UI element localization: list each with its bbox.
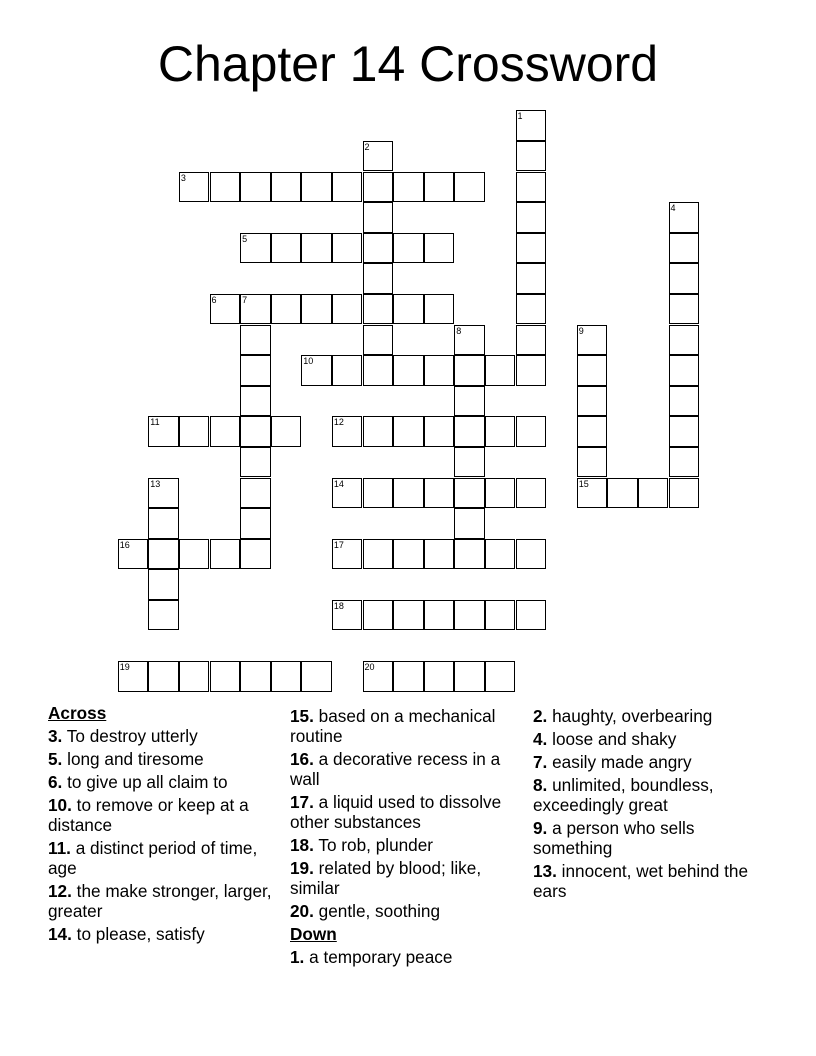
grid-cell[interactable] bbox=[516, 172, 547, 203]
grid-cell[interactable] bbox=[577, 416, 608, 447]
across-header: Across bbox=[48, 703, 107, 723]
clue-item bbox=[533, 752, 769, 772]
clue-number: 9. bbox=[533, 818, 548, 838]
grid-cell[interactable] bbox=[179, 539, 210, 570]
grid-cell[interactable] bbox=[332, 233, 363, 264]
clue-list bbox=[48, 726, 284, 944]
clue-item bbox=[48, 795, 284, 835]
grid-cell[interactable] bbox=[240, 355, 271, 386]
grid-cell[interactable] bbox=[454, 508, 485, 539]
cell-number: 17 bbox=[333, 539, 344, 550]
grid-cell[interactable] bbox=[363, 600, 394, 631]
cell-number: 3 bbox=[180, 172, 186, 183]
clue-column-2 bbox=[290, 703, 526, 967]
grid-cell[interactable] bbox=[393, 172, 424, 203]
grid-cell[interactable] bbox=[210, 661, 241, 692]
clue-text: a temporary peace bbox=[304, 947, 453, 967]
grid-cell[interactable] bbox=[516, 202, 547, 233]
grid-cell[interactable] bbox=[271, 294, 302, 325]
grid-cell[interactable] bbox=[148, 416, 179, 447]
grid-cell[interactable] bbox=[301, 355, 332, 386]
grid-cell[interactable] bbox=[271, 416, 302, 447]
grid-cell[interactable] bbox=[393, 355, 424, 386]
cell-number: 2 bbox=[364, 141, 370, 152]
grid-cell[interactable] bbox=[363, 661, 394, 692]
cell-number: 13 bbox=[150, 478, 161, 489]
clue-number: 19. bbox=[290, 858, 314, 878]
grid-cell[interactable] bbox=[393, 416, 424, 447]
grid-cell[interactable] bbox=[332, 416, 363, 447]
grid-cell[interactable] bbox=[424, 539, 455, 570]
grid-cell[interactable] bbox=[424, 600, 455, 631]
grid-cell[interactable] bbox=[485, 355, 516, 386]
grid-cell[interactable] bbox=[240, 478, 271, 509]
clue-text: a distinct period of time, age bbox=[48, 838, 258, 878]
clue-number: 13. bbox=[533, 861, 557, 881]
grid-cell[interactable] bbox=[240, 416, 271, 447]
clue-text: long and tiresome bbox=[62, 749, 204, 769]
grid-cell[interactable] bbox=[516, 294, 547, 325]
grid-cell[interactable] bbox=[332, 600, 363, 631]
grid-cell[interactable] bbox=[240, 386, 271, 417]
grid-cell[interactable] bbox=[240, 539, 271, 570]
grid-cell[interactable] bbox=[210, 416, 241, 447]
grid-cell[interactable] bbox=[332, 172, 363, 203]
grid-cell[interactable] bbox=[332, 355, 363, 386]
grid-cell[interactable] bbox=[393, 478, 424, 509]
clue-item bbox=[290, 749, 526, 789]
clue-number: 1. bbox=[290, 947, 305, 967]
clue-number: 18. bbox=[290, 835, 314, 855]
grid-cell[interactable] bbox=[271, 661, 302, 692]
grid-cell[interactable] bbox=[516, 355, 547, 386]
clue-item bbox=[48, 726, 284, 746]
grid-cell[interactable] bbox=[148, 600, 179, 631]
grid-cell[interactable] bbox=[363, 478, 394, 509]
grid-cell[interactable] bbox=[485, 661, 516, 692]
clue-text: haughty, overbearing bbox=[547, 706, 713, 726]
grid-cell[interactable] bbox=[363, 325, 394, 356]
grid-cell[interactable] bbox=[301, 172, 332, 203]
clue-number: 4. bbox=[533, 729, 548, 749]
cell-number: 1 bbox=[517, 111, 523, 122]
clue-item bbox=[290, 706, 526, 746]
clue-item bbox=[48, 924, 284, 944]
cell-number: 16 bbox=[119, 539, 130, 550]
grid-cell[interactable] bbox=[424, 355, 455, 386]
grid-cell[interactable] bbox=[240, 294, 271, 325]
grid-cell[interactable] bbox=[516, 416, 547, 447]
grid-cell[interactable] bbox=[669, 294, 700, 325]
grid-cell[interactable] bbox=[516, 110, 547, 141]
clue-text: easily made angry bbox=[547, 752, 692, 772]
grid-cell[interactable] bbox=[577, 355, 608, 386]
clue-item bbox=[290, 835, 526, 855]
clue-number: 16. bbox=[290, 749, 314, 769]
grid-cell[interactable] bbox=[240, 325, 271, 356]
grid-cell[interactable] bbox=[240, 172, 271, 203]
grid-cell[interactable] bbox=[485, 600, 516, 631]
grid-cell[interactable] bbox=[393, 233, 424, 264]
grid-cell[interactable] bbox=[393, 600, 424, 631]
clue-item bbox=[48, 881, 284, 921]
clue-text: a person who sells something bbox=[533, 818, 695, 858]
clue-number: 6. bbox=[48, 772, 63, 792]
grid-cell[interactable] bbox=[424, 294, 455, 325]
grid-cell[interactable] bbox=[669, 386, 700, 417]
grid-cell[interactable] bbox=[148, 661, 179, 692]
grid-cell[interactable] bbox=[669, 202, 700, 233]
grid-cell[interactable] bbox=[179, 416, 210, 447]
grid-cell[interactable] bbox=[454, 172, 485, 203]
cell-number: 19 bbox=[119, 662, 130, 673]
clue-item bbox=[290, 901, 526, 921]
clue-column-3 bbox=[533, 703, 769, 901]
grid-cell[interactable] bbox=[240, 233, 271, 264]
grid-cell[interactable] bbox=[393, 661, 424, 692]
clue-item bbox=[290, 947, 526, 967]
clue-item bbox=[533, 775, 769, 815]
clue-item bbox=[533, 729, 769, 749]
grid-cell[interactable] bbox=[301, 294, 332, 325]
clue-number: 2. bbox=[533, 706, 548, 726]
grid-cell[interactable] bbox=[179, 661, 210, 692]
cell-number: 12 bbox=[333, 417, 344, 428]
clue-text: innocent, wet behind the ears bbox=[533, 861, 749, 901]
grid-cell[interactable] bbox=[454, 325, 485, 356]
clue-number: 8. bbox=[533, 775, 548, 795]
grid-cell[interactable] bbox=[393, 294, 424, 325]
grid-cell[interactable] bbox=[363, 416, 394, 447]
clue-number: 11. bbox=[48, 838, 71, 858]
cell-number: 8 bbox=[456, 325, 462, 336]
grid-cell[interactable] bbox=[363, 172, 394, 203]
clue-item bbox=[48, 749, 284, 769]
grid-cell[interactable] bbox=[393, 539, 424, 570]
down-header: Down bbox=[290, 924, 337, 944]
grid-cell[interactable] bbox=[669, 263, 700, 294]
grid-cell[interactable] bbox=[332, 294, 363, 325]
grid-cell[interactable] bbox=[118, 539, 149, 570]
grid-cell[interactable] bbox=[424, 172, 455, 203]
cell-number: 11 bbox=[150, 417, 160, 428]
grid-cell[interactable] bbox=[669, 355, 700, 386]
clue-list bbox=[533, 706, 769, 901]
grid-cell[interactable] bbox=[669, 447, 700, 478]
grid-cell[interactable] bbox=[424, 478, 455, 509]
cell-number: 7 bbox=[242, 294, 248, 305]
grid-cell[interactable] bbox=[577, 447, 608, 478]
clue-number: 20. bbox=[290, 901, 314, 921]
grid-cell[interactable] bbox=[516, 233, 547, 264]
clue-column-1 bbox=[48, 703, 284, 944]
grid-cell[interactable] bbox=[363, 539, 394, 570]
clue-list bbox=[290, 706, 526, 921]
cell-number: 18 bbox=[333, 600, 344, 611]
grid-cell[interactable] bbox=[118, 661, 149, 692]
grid-cell[interactable] bbox=[577, 386, 608, 417]
clue-number: 15. bbox=[290, 706, 314, 726]
cell-number: 9 bbox=[578, 325, 584, 336]
grid-cell[interactable] bbox=[516, 478, 547, 509]
clue-item bbox=[533, 818, 769, 858]
clue-text: a liquid used to dissolve other substances bbox=[290, 792, 502, 832]
grid-cell[interactable] bbox=[454, 600, 485, 631]
cell-number: 14 bbox=[333, 478, 344, 489]
cell-number: 5 bbox=[242, 233, 248, 244]
clue-text: loose and shaky bbox=[547, 729, 677, 749]
grid-cell[interactable] bbox=[577, 478, 608, 509]
grid-cell[interactable] bbox=[485, 478, 516, 509]
clue-text: to remove or keep at a distance bbox=[48, 795, 249, 835]
grid-cell[interactable] bbox=[363, 141, 394, 172]
grid-cell[interactable] bbox=[363, 263, 394, 294]
grid-cell[interactable] bbox=[454, 447, 485, 478]
grid-cell[interactable] bbox=[607, 478, 638, 509]
page-title: Chapter 14 Crossword bbox=[157, 36, 659, 92]
clue-item bbox=[533, 861, 769, 901]
grid-cell[interactable] bbox=[148, 478, 179, 509]
grid-cell[interactable] bbox=[669, 416, 700, 447]
grid-cell[interactable] bbox=[148, 569, 179, 600]
grid-cell[interactable] bbox=[332, 478, 363, 509]
cell-number: 15 bbox=[578, 478, 589, 489]
grid-cell[interactable] bbox=[485, 416, 516, 447]
grid-cell[interactable] bbox=[240, 447, 271, 478]
grid-cell[interactable] bbox=[638, 478, 669, 509]
grid-cell[interactable] bbox=[516, 539, 547, 570]
grid-cell[interactable] bbox=[301, 661, 332, 692]
cell-number: 10 bbox=[303, 356, 314, 367]
grid-cell[interactable] bbox=[301, 233, 332, 264]
clue-number: 10. bbox=[48, 795, 72, 815]
clue-number: 14. bbox=[48, 924, 72, 944]
grid-cell[interactable] bbox=[516, 141, 547, 172]
clue-list bbox=[290, 947, 526, 967]
clue-text: to please, satisfy bbox=[71, 924, 205, 944]
clue-item bbox=[533, 706, 769, 726]
clue-text: the make stronger, larger, greater bbox=[48, 881, 272, 921]
grid-cell[interactable] bbox=[424, 416, 455, 447]
grid-cell[interactable] bbox=[332, 539, 363, 570]
grid-cell[interactable] bbox=[271, 233, 302, 264]
grid-cell[interactable] bbox=[485, 539, 516, 570]
clue-text: based on a mechanical routine bbox=[290, 706, 496, 746]
clue-number: 12. bbox=[48, 881, 72, 901]
grid-cell[interactable] bbox=[210, 172, 241, 203]
clue-item bbox=[290, 792, 526, 832]
clue-text: a decorative recess in a wall bbox=[290, 749, 501, 789]
grid-cell[interactable] bbox=[179, 172, 210, 203]
grid-cell[interactable] bbox=[363, 233, 394, 264]
grid-cell[interactable] bbox=[240, 661, 271, 692]
grid-cell[interactable] bbox=[363, 294, 394, 325]
grid-cell[interactable] bbox=[148, 539, 179, 570]
grid-cell[interactable] bbox=[669, 325, 700, 356]
grid-cell[interactable] bbox=[454, 661, 485, 692]
clue-number: 7. bbox=[533, 752, 548, 772]
clue-text: to give up all claim to bbox=[62, 772, 228, 792]
clue-item bbox=[290, 858, 526, 898]
grid-cell[interactable] bbox=[271, 172, 302, 203]
grid-cell[interactable] bbox=[516, 263, 547, 294]
grid-cell[interactable] bbox=[424, 233, 455, 264]
clue-text: related by blood; like, similar bbox=[290, 858, 482, 898]
grid-cell[interactable] bbox=[148, 508, 179, 539]
grid-cell[interactable] bbox=[210, 539, 241, 570]
grid-cell[interactable] bbox=[363, 202, 394, 233]
grid-cell[interactable] bbox=[454, 416, 485, 447]
clue-text: To rob, plunder bbox=[313, 835, 434, 855]
clue-number: 17. bbox=[290, 792, 314, 812]
grid-cell[interactable] bbox=[516, 325, 547, 356]
clue-item bbox=[48, 772, 284, 792]
clue-item bbox=[48, 838, 284, 878]
clue-number: 5. bbox=[48, 749, 63, 769]
grid-cell[interactable] bbox=[669, 478, 700, 509]
clue-number: 3. bbox=[48, 726, 63, 746]
clue-text: gentle, soothing bbox=[313, 901, 441, 921]
clue-text: To destroy utterly bbox=[62, 726, 198, 746]
grid-cell[interactable] bbox=[454, 478, 485, 509]
clue-text: unlimited, boundless, exceedingly great bbox=[533, 775, 714, 815]
grid-cell[interactable] bbox=[240, 508, 271, 539]
grid-cell[interactable] bbox=[577, 325, 608, 356]
grid-cell[interactable] bbox=[424, 661, 455, 692]
grid-cell[interactable] bbox=[210, 294, 241, 325]
grid-cell[interactable] bbox=[454, 386, 485, 417]
cell-number: 6 bbox=[211, 294, 217, 305]
grid-cell[interactable] bbox=[454, 539, 485, 570]
cell-number: 20 bbox=[364, 662, 375, 673]
grid-cell[interactable] bbox=[516, 600, 547, 631]
grid-cell[interactable] bbox=[669, 233, 700, 264]
grid-cell[interactable] bbox=[363, 355, 394, 386]
grid-cell[interactable] bbox=[454, 355, 485, 386]
cell-number: 4 bbox=[670, 203, 676, 214]
